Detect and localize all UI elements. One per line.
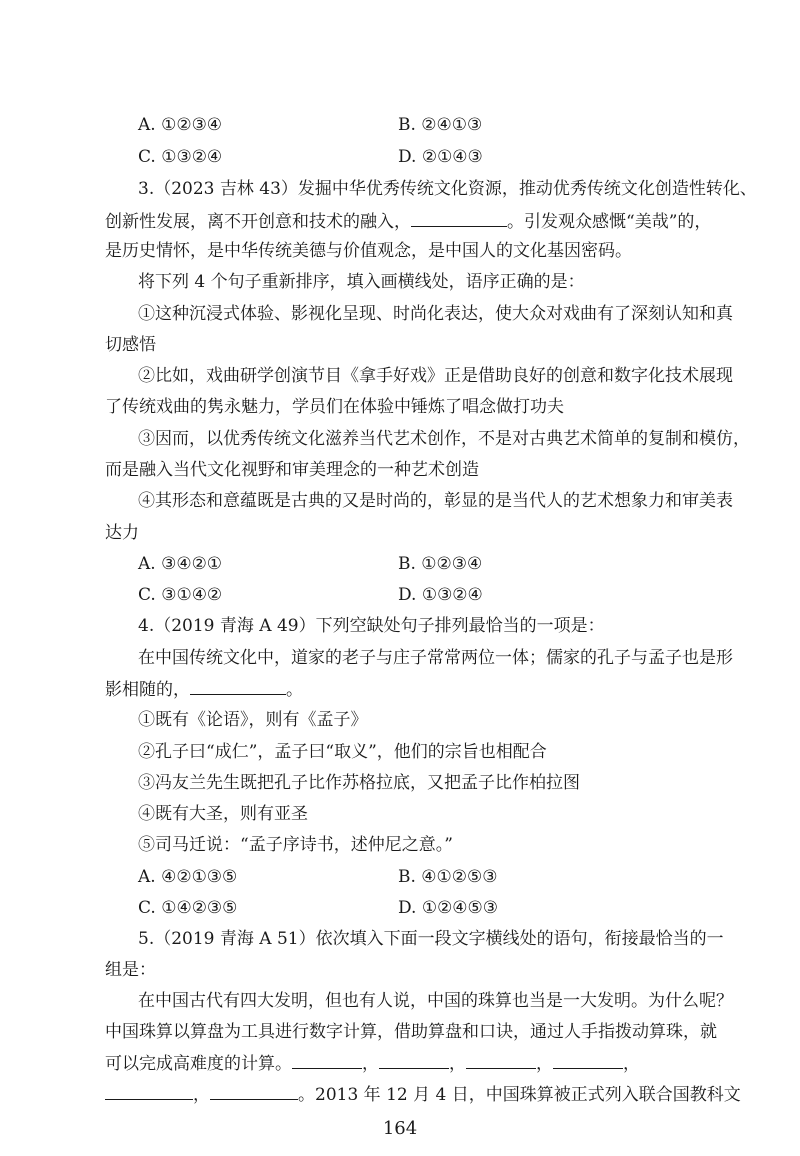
q5-blank-2 bbox=[379, 1052, 449, 1069]
q5-blank-1 bbox=[292, 1052, 362, 1069]
q4-sentence-2: ②孔子曰“成仁”，孟子曰“取义”，他们的宗旨也相配合 bbox=[138, 742, 547, 762]
q3-option-d: D. ①③②④ bbox=[398, 585, 483, 605]
q3-stem-line1: 3.（2023 吉林 43）发掘中华优秀传统文化资源，推动优秀传统文化创造性转化、 bbox=[138, 179, 757, 199]
q5-blank-3 bbox=[466, 1052, 536, 1069]
page-number: 164 bbox=[382, 1118, 418, 1139]
q5-passage-line1: 在中国古代有四大发明，但也有人说，中国的珠算也当是一大发明。为什么呢？ bbox=[138, 991, 733, 1011]
q4-sentence-3: ③冯友兰先生既把孔子比作苏格拉底，又把孟子比作柏拉图 bbox=[138, 773, 580, 793]
q5-passage-line3 bbox=[105, 1052, 640, 1075]
q5-separator: ， bbox=[536, 1054, 553, 1074]
q3-sentence-4-cont: 达力 bbox=[105, 523, 139, 543]
q3-sentence-2-cont: 了传统戏曲的隽永魅力，学员们在体验中锤炼了唱念做打功夫 bbox=[105, 397, 564, 417]
q5-separator: ， bbox=[362, 1054, 379, 1074]
q4-option-a: A. ④②①③⑤ bbox=[138, 867, 238, 887]
q4-stem-line3 bbox=[105, 678, 303, 701]
q3-option-c: C. ③①④② bbox=[138, 585, 223, 605]
q3-option-a: A. ③④②① bbox=[138, 554, 223, 574]
q3-sentence-1-cont: 切感悟 bbox=[105, 335, 156, 355]
q5-passage-line4 bbox=[105, 1083, 741, 1106]
q3-sentence-3: ③因而，以优秀传统文化滋养当代艺术创作，不是对古典艺术简单的复制和模仿， bbox=[138, 429, 750, 449]
q4-option-d: D. ①②④⑤③ bbox=[398, 898, 499, 918]
q3-stem-line2-tail: 。引发观众感慨“美哉”的， bbox=[507, 212, 712, 232]
q3-stem-line2 bbox=[105, 210, 711, 233]
q5-stem-line1: 5.（2019 青海 A 51）依次填入下面一段文字横线处的语句，衔接最恰当的一 bbox=[138, 929, 724, 949]
q4-sentence-1: ①既有《论语》，则有《孟子》 bbox=[138, 710, 368, 730]
q4-stem-line1: 4.（2019 青海 A 49）下列空缺处句子排列最恰当的一项是： bbox=[138, 616, 605, 636]
q4-answer-blank bbox=[190, 678, 286, 695]
q2-option-d: D. ②①④③ bbox=[398, 147, 483, 167]
q4-option-b: B. ④①②⑤③ bbox=[398, 867, 498, 887]
q4-stem-line3-tail: 。 bbox=[286, 680, 303, 700]
q3-sentence-3-cont: 而是融入当代文化视野和审美理念的一种艺术创造 bbox=[105, 460, 479, 480]
q3-instruction: 将下列 4 个句子重新排序，填入画横线处，语序正确的是： bbox=[138, 272, 585, 292]
q5-passage-line3-text: 可以完成高难度的计算。 bbox=[105, 1054, 292, 1074]
q5-separator: ， bbox=[449, 1054, 466, 1074]
q4-stem-line2: 在中国传统文化中，道家的老子与庄子常常两位一体；儒家的孔子与孟子也是形 bbox=[138, 648, 733, 668]
q2-option-b: B. ②④①③ bbox=[398, 115, 483, 135]
q5-passage-line2: 中国珠算以算盘为工具进行数字计算，借助算盘和口诀，通过人手指拨动算珠，就 bbox=[105, 1022, 717, 1042]
q3-option-b: B. ①②③④ bbox=[398, 554, 483, 574]
q5-blank-6 bbox=[210, 1083, 298, 1100]
q3-sentence-2: ②比如，戏曲研学创演节目《拿手好戏》正是借助良好的创意和数字化技术展现 bbox=[138, 366, 733, 386]
q2-option-a: A. ①②③④ bbox=[138, 115, 223, 135]
q4-stem-line3-text: 影相随的， bbox=[105, 680, 190, 700]
q4-sentence-5: ⑤司马迁说：“孟子序诗书，述仲尼之意。” bbox=[138, 835, 453, 855]
q4-option-c: C. ①④②③⑤ bbox=[138, 898, 238, 918]
q5-separator: ， bbox=[623, 1054, 640, 1074]
q5-separator: ， bbox=[193, 1085, 210, 1105]
q5-passage-line4-tail: 。2013 年 12 月 4 日，中国珠算被正式列入联合国教科文 bbox=[298, 1085, 741, 1105]
q3-sentence-4: ④其形态和意蕴既是古典的又是时尚的，彰显的是当代人的艺术想象力和审美表 bbox=[138, 491, 733, 511]
q5-stem-line2: 组是： bbox=[105, 960, 156, 980]
q3-stem-line2-text: 创新性发展，离不开创意和技术的融入， bbox=[105, 212, 411, 232]
q3-answer-blank bbox=[411, 210, 507, 227]
q3-sentence-1: ①这种沉浸式体验、影视化呈现、时尚化表达，使大众对戏曲有了深刻认知和真 bbox=[138, 304, 733, 324]
q5-blank-4 bbox=[553, 1052, 623, 1069]
q4-sentence-4: ④既有大圣，则有亚圣 bbox=[138, 804, 308, 824]
q2-option-c: C. ①③②④ bbox=[138, 147, 223, 167]
q5-blank-5 bbox=[105, 1083, 193, 1100]
q3-stem-line3: 是历史情怀，是中华传统美德与价值观念，是中国人的文化基因密码。 bbox=[105, 241, 632, 261]
